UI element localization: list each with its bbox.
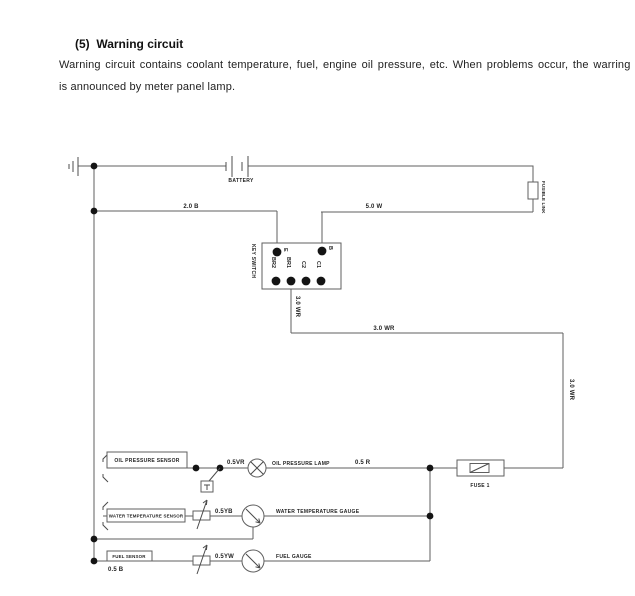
fuel-sensor [107,545,210,574]
wire-label-0-5-b: 0.5 B [108,567,124,573]
junction-dot [91,208,98,215]
junction-dot [91,536,98,543]
switch-lever [209,468,220,481]
fusible-link [528,181,546,214]
oil-pressure-sensor [103,452,187,482]
body-text-line1: Warning circuit contains coolant temperature, fuel, engine oil pressure, etc. When problems occur, the warring [59,59,631,71]
oil-pressure-switch [193,465,224,492]
body-text-line2: is announced by meter panel lamp. [59,81,236,93]
key-switch [250,243,341,289]
terminal-c2-label: C2 [300,261,306,269]
oil-pressure-lamp-label: OIL PRESSURE LAMP [272,461,330,467]
terminal-c1-dot [317,277,326,286]
terminal-e-dot [273,248,282,257]
ground-symbol [69,157,78,176]
wire-label-0-5-yw: 0.5YW [215,554,235,560]
terminal-e-label: E [282,248,288,252]
battery-plates [226,156,248,177]
terminal-b-label: B [327,246,333,250]
fusible-link-body [528,182,538,199]
terminal-c2-dot [302,277,311,286]
junction-dot [91,163,98,170]
water-temperature-sensor-label: WATER TEMPERATURE SENSOR [108,513,184,519]
terminal-br1-label: BR1 [285,257,291,269]
fuel-sensor-label: FUEL SENSOR [112,554,146,559]
fuse1 [457,460,504,489]
key-switch-label: KEY SWITCH [250,244,256,279]
water-temperature-gauge-label: WATER TEMPERATURE GAUGE [276,509,360,515]
section-heading: (5) Warning circuit [75,37,184,51]
terminal-br2-label: BR2 [270,257,276,269]
wire-label-3-0-wr-vertical-right: 3.0 WR [568,379,574,401]
water-temperature-sensor [103,500,210,530]
junction-dot [427,465,434,472]
wire-label-0-5-yb: 0.5YB [215,509,233,515]
terminal-b-dot [318,247,327,256]
wire-label-5-0-w: 5.0 W [365,204,383,210]
terminal-c1-label: C1 [315,261,321,269]
terminal-br2-dot [272,277,281,286]
junction-dot [427,513,434,520]
oil-pressure-sensor-label: OIL PRESSURE SENSOR [114,458,180,464]
wire-label-2-0-b: 2.0 B [183,204,199,210]
fusible-link-label: FUSIBLE LINK [541,181,546,214]
terminal-br1-dot [287,277,296,286]
fuel-gauge-label: FUEL GAUGE [276,554,312,560]
ground-bars [69,157,78,176]
junction-dot [193,465,200,472]
wire-label-0-5-r: 0.5 R [355,460,371,466]
wire-label-3-0-wr-horizontal: 3.0 WR [373,326,395,332]
fuse1-label: FUSE 1 [470,483,490,489]
battery-symbol [226,156,254,184]
wire-label-3-0-wr-vertical-left: 3.0 WR [294,296,300,318]
wire-harness [78,166,563,561]
junction-dot [91,558,98,565]
battery-label: BATTERY [228,178,254,184]
wire-label-0-5-vr: 0.5VR [227,460,245,466]
